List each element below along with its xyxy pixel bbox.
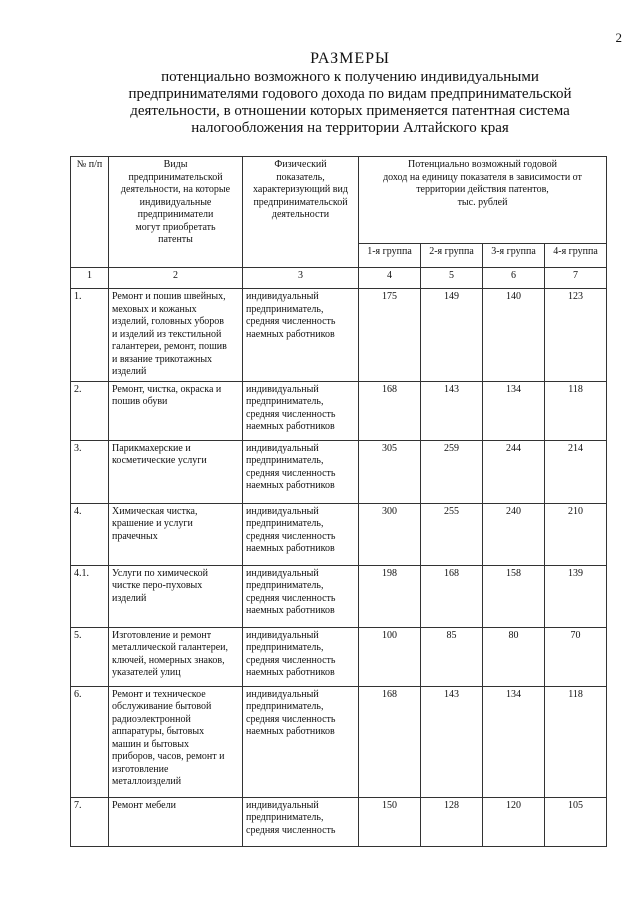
row-indicator: индивидуальный предприниматель, средняя численность наемных работников [243, 381, 359, 440]
row-number: 4. [71, 503, 109, 565]
row-indicator: индивидуальный предприниматель, средняя численность наемных работников [243, 503, 359, 565]
value-group-1: 305 [359, 440, 421, 503]
value-group-4: 105 [545, 797, 607, 846]
row-indicator: индивидуальный предприниматель, средняя численность [243, 797, 359, 846]
row-number: 2. [71, 381, 109, 440]
row-activity: Ремонт мебели [109, 797, 243, 846]
row-number: 7. [71, 797, 109, 846]
header-col-number: № п/п [71, 157, 109, 268]
document-subtitle-line: потенциально возможного к получению индивидуальными [161, 69, 539, 85]
value-group-3: 134 [483, 381, 545, 440]
document-subtitle-line: предпринимателями годового дохода по видам предпринимательской [128, 86, 572, 102]
row-activity: Ремонт, чистка, окраска и пошив обуви [109, 381, 243, 440]
row-activity: Услуги по химической чистке перо-пуховых изделий [109, 565, 243, 627]
row-activity: Изготовление и ремонт металлической галантереи, ключей, номерных знаков, указателей улиц [109, 627, 243, 686]
table-row [71, 503, 607, 565]
value-group-4: 210 [545, 503, 607, 565]
row-indicator: индивидуальный предприниматель, средняя численность наемных работников [243, 686, 359, 797]
group-label: 2-я группа [421, 243, 483, 267]
header-col-indicator: Физический показатель, характеризующий вид предпринимательской деятельности [243, 157, 359, 268]
value-group-2: 255 [421, 503, 483, 565]
value-group-1: 168 [359, 381, 421, 440]
row-number: 3. [71, 440, 109, 503]
row-number: 5. [71, 627, 109, 686]
table-row [71, 686, 607, 797]
column-number: 2 [109, 268, 243, 289]
value-group-2: 259 [421, 440, 483, 503]
row-indicator: индивидуальный предприниматель, средняя численность наемных работников [243, 627, 359, 686]
value-group-2: 149 [421, 289, 483, 382]
value-group-2: 143 [421, 381, 483, 440]
value-group-1: 168 [359, 686, 421, 797]
column-number: 6 [483, 268, 545, 289]
value-group-3: 140 [483, 289, 545, 382]
row-activity: Ремонт и техническое обслуживание бытовой радиоэлектронной аппаратуры, бытовых машин и бытовых приборов, часов, ремонт и изготовление металлоизделий [109, 686, 243, 797]
header-col-activity: Виды предпринимательской деятельности, на которые индивидуальные предприниматели могут приобретать патенты [109, 157, 243, 268]
row-number: 1. [71, 289, 109, 382]
row-indicator: индивидуальный предприниматель, средняя численность наемных работников [243, 440, 359, 503]
column-number: 1 [71, 268, 109, 289]
value-group-2: 128 [421, 797, 483, 846]
value-group-4: 214 [545, 440, 607, 503]
value-group-3: 120 [483, 797, 545, 846]
value-group-2: 143 [421, 686, 483, 797]
value-group-1: 175 [359, 289, 421, 382]
table-row [71, 797, 607, 846]
column-number: 7 [545, 268, 607, 289]
row-indicator: индивидуальный предприниматель, средняя численность наемных работников [243, 565, 359, 627]
value-group-3: 158 [483, 565, 545, 627]
value-group-1: 300 [359, 503, 421, 565]
document-heading [60, 50, 640, 137]
row-indicator: индивидуальный предприниматель, средняя численность наемных работников [243, 289, 359, 382]
column-number: 5 [421, 268, 483, 289]
table-row [71, 565, 607, 627]
row-number: 4.1. [71, 565, 109, 627]
group-label: 1-я группа [359, 243, 421, 267]
group-label: 4-я группа [545, 243, 607, 267]
column-number: 3 [243, 268, 359, 289]
value-group-3: 240 [483, 503, 545, 565]
group-label: 3-я группа [483, 243, 545, 267]
value-group-3: 80 [483, 627, 545, 686]
document-subtitle-line: деятельности, в отношении которых применяется патентная система [130, 103, 570, 119]
column-number-row [71, 268, 607, 289]
document-title: РАЗМЕРЫ [310, 50, 390, 67]
row-number: 6. [71, 686, 109, 797]
table-header-row [71, 157, 607, 244]
value-group-3: 244 [483, 440, 545, 503]
value-group-1: 100 [359, 627, 421, 686]
header-col-income: Потенциально возможный годовой доход на единицу показателя в зависимости от территории действия патентов, тыс. рублей [359, 157, 607, 244]
value-group-1: 150 [359, 797, 421, 846]
table-row [71, 289, 607, 382]
row-activity: Химическая чистка, крашение и услуги прачечных [109, 503, 243, 565]
column-number: 4 [359, 268, 421, 289]
value-group-2: 168 [421, 565, 483, 627]
value-group-1: 198 [359, 565, 421, 627]
value-group-4: 118 [545, 381, 607, 440]
value-group-4: 70 [545, 627, 607, 686]
table-row [71, 440, 607, 503]
table-row [71, 381, 607, 440]
value-group-4: 123 [545, 289, 607, 382]
value-group-3: 134 [483, 686, 545, 797]
value-group-2: 85 [421, 627, 483, 686]
page-number: 2 [615, 30, 622, 45]
document-subtitle-line: налогообложения на территории Алтайского края [191, 120, 509, 136]
value-group-4: 118 [545, 686, 607, 797]
value-group-4: 139 [545, 565, 607, 627]
row-activity: Ремонт и пошив швейных, меховых и кожаных изделий, головных уборов и изделий из текстильной галантереи, ремонт, пошив и вязание трикотажных изделий [109, 289, 243, 382]
table-row [71, 627, 607, 686]
row-activity: Парикмахерские и косметические услуги [109, 440, 243, 503]
patent-income-table [70, 156, 607, 847]
